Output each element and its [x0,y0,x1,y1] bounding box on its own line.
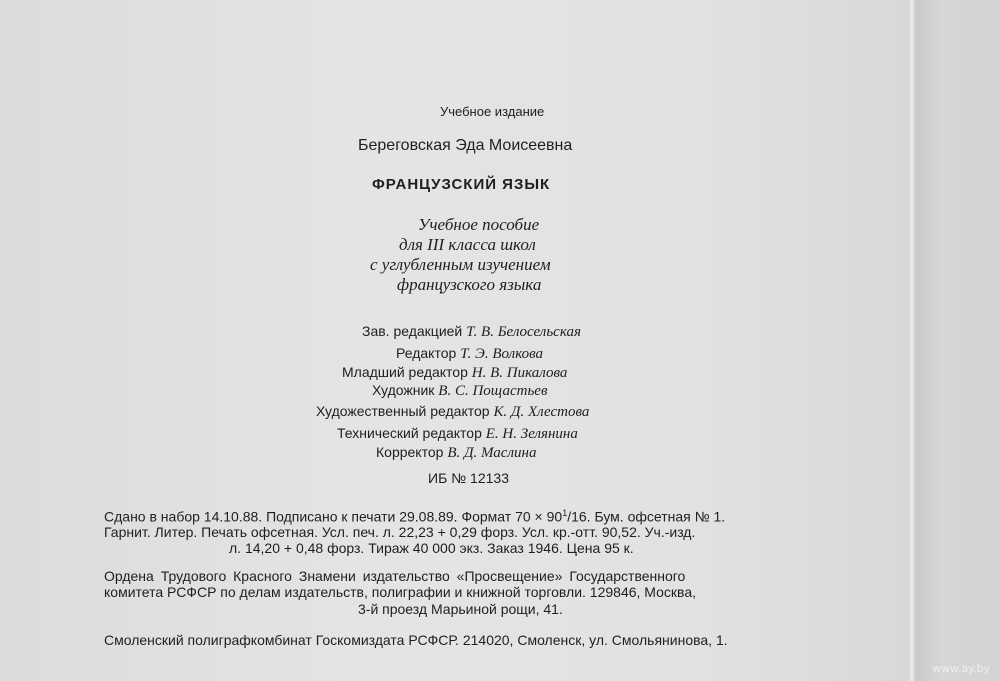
credit-role: Редактор [396,345,457,361]
imprint-line-3: л. 14,20 + 0,48 форз. Тираж 40 000 экз. Заказ 1946. Цена 95 к. [229,540,634,556]
credit-role: Зав. редакцией [362,323,463,339]
subtitle-line-2: для III класса школ [399,235,536,254]
book-title: ФРАНЦУЗСКИЙ ЯЗЫК [372,176,551,193]
credit-name: Т. Э. Волкова [460,346,544,362]
format-superscript: 1 [562,508,568,518]
ib-number: ИБ № 12133 [428,470,509,486]
watermark: www.ay.by [932,662,991,675]
credit-line [372,382,547,400]
credit-line [316,403,589,421]
edition-type: Учебное издание [440,104,545,119]
imprint-line-1-end: /16. Бум. офсетная № 1. [567,508,726,525]
page-edge [908,0,916,681]
credit-name: Н. В. Пикалова [471,365,568,381]
subtitle-line-3: с углубленным изучением [370,255,551,274]
credit-name: В. С. Пощастьев [438,383,548,399]
credit-role: Младший редактор [342,364,468,380]
credit-role: Художник [372,382,435,398]
credit-role: Технический редактор [337,425,482,441]
subtitle-line-4: французского языка [397,275,542,294]
publisher-line-3: 3-й проезд Марьиной рощи, 41. [358,601,563,617]
imprint-line-1-start: Сдано в набор 14.10.88. Подписано к печати 29.08.89. Формат 70 × 90 [104,508,563,525]
credit-line [376,444,536,462]
credit-line [362,323,581,341]
adjacent-page [916,0,1000,681]
credit-name: В. Д. Маслина [447,445,537,461]
publisher-line-2: комитета РСФСР по делам издательств, полиграфии и книжной торговли. 129846, Москва, [104,584,696,600]
credit-line [342,364,567,382]
credit-name: Е. Н. Зелянина [485,426,578,442]
credit-name: К. Д. Хлестова [493,404,590,420]
credit-line [337,425,578,443]
imprint-line-2: Гарнит. Литер. Печать офсетная. Усл. печ. л. 22,23 + 0,29 форз. Усл. кр.-отт. 90,52. Уч.-изд. [104,524,696,540]
credit-role: Художественный редактор [316,403,490,419]
credit-name: Т. В. Белосельская [466,324,581,340]
imprint-line-1 [104,508,725,525]
author-name: Береговская Эда Моисеевна [358,137,573,154]
publisher-line-1: Ордена Трудового Красного Знамени издательство «Просвещение» Государственного [104,568,686,584]
printer-info: Смоленский полиграфкомбинат Госкомиздата РСФСР. 214020, Смоленск, ул. Смольянинова, 1. [104,632,728,648]
credit-role: Корректор [376,444,444,460]
subtitle-line-1: Учебное пособие [418,215,540,234]
credit-line [396,345,543,363]
